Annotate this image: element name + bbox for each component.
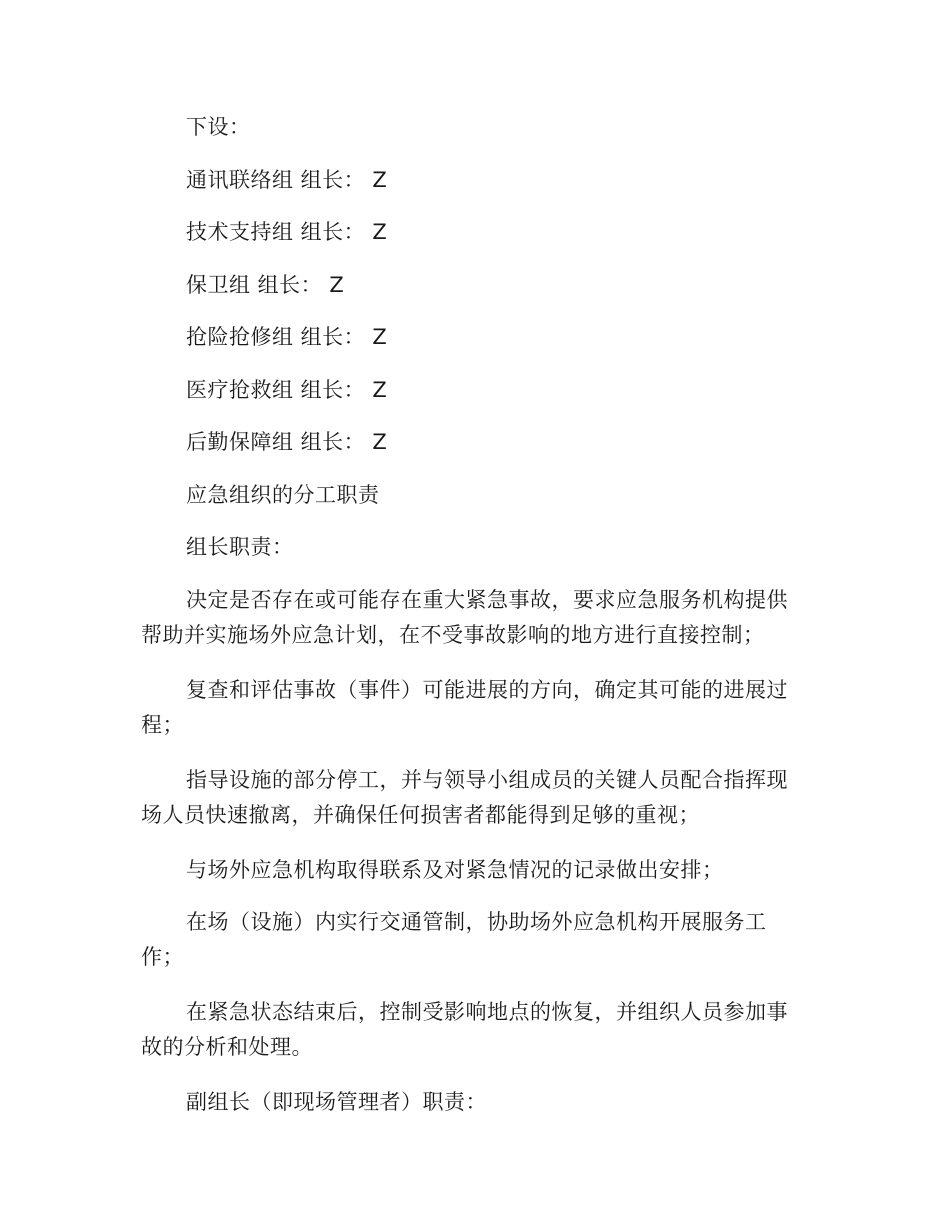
team-line-communication: 通讯联络组 组长： Z [186, 168, 388, 192]
section-heading: 应急组织的分工职责 [186, 483, 380, 507]
paragraph-line: 与场外应急机构取得联系及对紧急情况的记录做出安排； [186, 858, 724, 882]
team-line-security: 保卫组 组长： Z [186, 273, 345, 297]
paragraph-line: 场人员快速撤离，并确保任何损害者都能得到足够的重视； [141, 803, 700, 827]
team-line-rescue-repair: 抢险抢修组 组长： Z [186, 325, 388, 349]
team-line-technical-support: 技术支持组 组长： Z [186, 220, 388, 244]
paragraph-line: 指导设施的部分停工，并与领导小组成员的关键人员配合指挥现 [186, 768, 788, 792]
paragraph-line: 在紧急状态结束后，控制受影响地点的恢复，并组织人员参加事 [186, 1000, 788, 1024]
team-line-logistics: 后勤保障组 组长： Z [186, 430, 388, 454]
subsection-label: 下设： [186, 115, 251, 139]
paragraph-line: 决定是否存在或可能存在重大紧急事故，要求应急服务机构提供 [186, 588, 788, 612]
team-line-medical: 医疗抢救组 组长： Z [186, 378, 388, 402]
leader-duties-heading: 组长职责： [186, 535, 294, 559]
paragraph-line: 复查和评估事故（事件）可能进展的方向，确定其可能的进展过 [186, 678, 788, 702]
paragraph-line: 故的分析和处理。 [141, 1035, 313, 1059]
paragraph-line: 作； [141, 945, 184, 969]
paragraph-line: 帮助并实施场外应急计划，在不受事故影响的地方进行直接控制； [141, 623, 765, 647]
deputy-duties-heading: 副组长（即现场管理者）职责： [186, 1090, 487, 1114]
paragraph-line: 在场（设施）内实行交通管制，协助场外应急机构开展服务工 [186, 910, 767, 934]
paragraph-line: 程； [141, 713, 184, 737]
